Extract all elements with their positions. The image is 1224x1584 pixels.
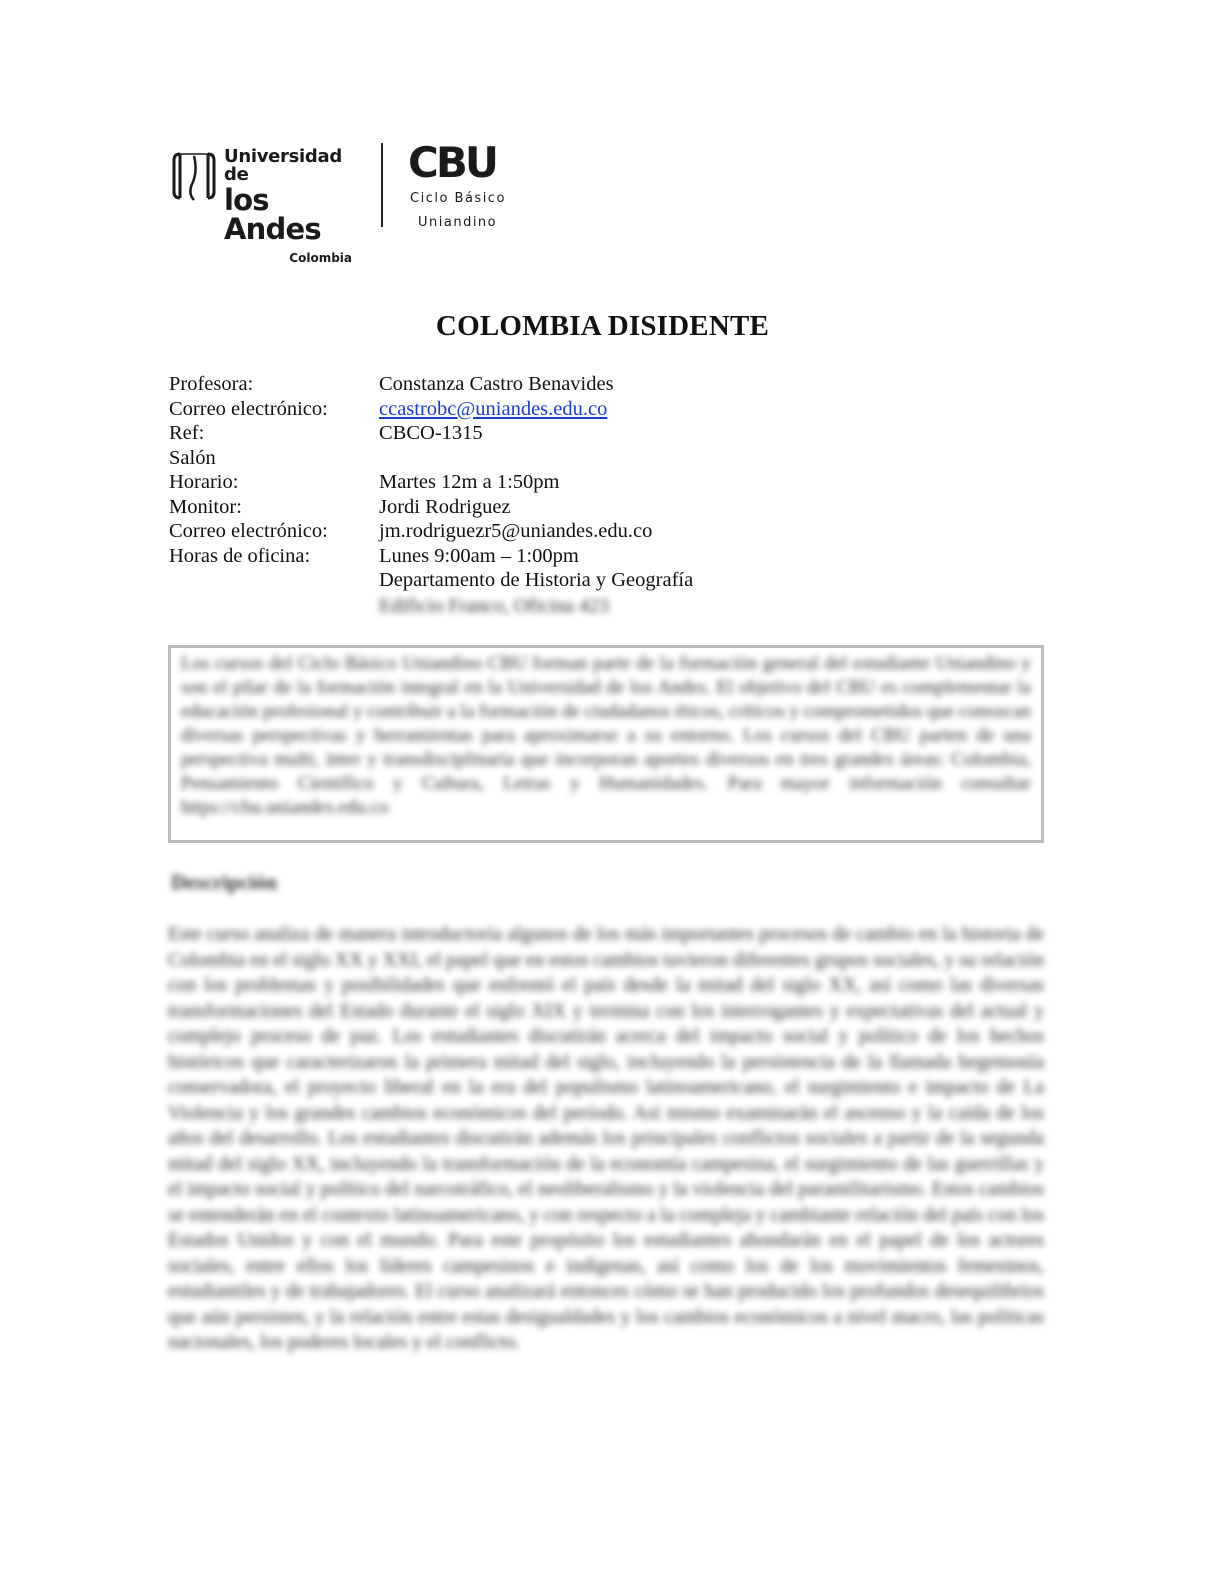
info-row-monitor-email xyxy=(169,519,693,544)
cbu-logo xyxy=(408,138,518,230)
info-row-professor-email xyxy=(169,397,693,422)
logo-divider xyxy=(381,143,383,227)
cbu-logo-mark: CBU xyxy=(408,138,496,187)
info-row-ref xyxy=(169,421,693,446)
info-label: Horario: xyxy=(169,471,239,493)
info-label: Correo electrónico: xyxy=(169,520,328,542)
section-heading-description: Descripción xyxy=(171,870,278,894)
university-logo-line2: los Andes xyxy=(224,183,321,246)
uniandes-mark-icon xyxy=(172,150,216,202)
course-info xyxy=(169,372,693,593)
info-label: Monitor: xyxy=(169,495,242,518)
info-label: Ref: xyxy=(169,422,205,444)
cbu-info-text: Los cursos del Ciclo Básico Uniandino CBU forman parte de la formación general del estudiante Uniandino y son el pilar de la formación integral en la Universidad de los Andes. El objetivo del CBU es complementar la educación profesional y contribuir a la formación de ciudadanos éticos, críticos y comprometidos que conozcan diversas perspectivas y herramientas para aproximarse a su entorno. Los cursos del CBU parten de una perspectiva multi, inter y transdisciplinaria que incorporan aportes diversos en tres grandes áreas: Colombia, Pensamiento Científico y Cultura, Letras y Humanidades. Para mayor información consultar https://cbu.uniandes.edu.co xyxy=(181,653,1031,818)
professor-email-link[interactable]: ccastrobc@uniandes.edu.co xyxy=(379,397,608,420)
info-value: CBCO-1315 xyxy=(379,422,483,444)
university-logo-line3: Colombia xyxy=(289,251,352,265)
university-logo-line1: Universidad de xyxy=(224,146,342,185)
info-value: Martes 12m a 1:50pm xyxy=(379,471,560,493)
info-value: Constanza Castro Benavides xyxy=(379,373,614,395)
info-row-monitor xyxy=(169,495,693,520)
info-value: Jordi Rodriguez xyxy=(379,495,511,518)
info-label xyxy=(169,568,379,593)
info-value: Lunes 9:00am – 1:00pm xyxy=(379,544,579,567)
uniandes-logo xyxy=(172,146,362,265)
info-label: Profesora: xyxy=(169,373,254,395)
info-label: Correo electrónico: xyxy=(169,397,328,420)
info-value: jm.rodriguezr5@uniandes.edu.co xyxy=(379,520,653,542)
info-row-schedule xyxy=(169,470,693,495)
office-location: Edificio Franco, Oficina 423 xyxy=(379,595,609,617)
cbu-info-box xyxy=(168,645,1044,843)
description-paragraph: Este curso analiza de manera introductoria algunos de los más importantes procesos de cambio en la historia de Colombia en el siglo XX y XXI, el papel que en estos cambios tuvieron diferentes grupos sociales, y su relación con los problemas y posibilidades que enfrentó el país desde la mitad del siglo XX, así como las diversas transformaciones del Estado durante el siglo XIX y termina con los interrogantes y expectativas del actual y complejo proceso de paz. Los estudiantes discutirán acerca del impacto social y político de los hechos históricos que caracterizaron la primera mitad del siglo, incluyendo la persistencia de la llamada hegemonía conservadora, el proyecto liberal en la era del populismo latinoamericano, el surgimiento e impacto de La Violencia y los grandes cambios económicos del período. Así mismo examinarán el ascenso y la caída de los años del desarrollo. Los estudiantes discutirán además los principales conflictos sociales a partir de la segunda mitad del siglo XX, incluyendo la transformación de la economía campesina, el surgimiento de las guerrillas y el impacto social y político del narcotráfico, el neoliberalismo y la violencia del paramilitarismo. Estos cambios se entenderán en el contexto latinoamericano, y con respecto a la compleja y cambiante relación del país con los Estados Unidos y con el mundo. Para este propósito los estudiantes ahondarán en el papel de los actores sociales, entre ellos los líderes campesinos e indígenas, así como los de los movimientos femeninos, estudiantiles y de trabajadores. El curso analizará entonces cómo se han producido los profundos desequilibrios que aún persisten, y la relación entre estas desigualdades y los cambios económicos a nivel macro, las políticas nacionales, los poderes locales y el conflicto. xyxy=(168,924,1044,1353)
document-title: COLOMBIA DISIDENTE xyxy=(435,310,770,342)
info-label: Horas de oficina: xyxy=(169,544,311,567)
info-row-department xyxy=(169,568,693,593)
info-row-room xyxy=(169,446,693,471)
cbu-logo-line2: Uniandino xyxy=(418,215,498,230)
info-value: Departamento de Historia y Geografía xyxy=(379,569,694,591)
info-row-office-hours xyxy=(169,544,693,569)
info-label: Salón xyxy=(169,446,216,469)
info-row-professor xyxy=(169,372,693,397)
cbu-logo-line1: Ciclo Básico xyxy=(410,191,506,206)
